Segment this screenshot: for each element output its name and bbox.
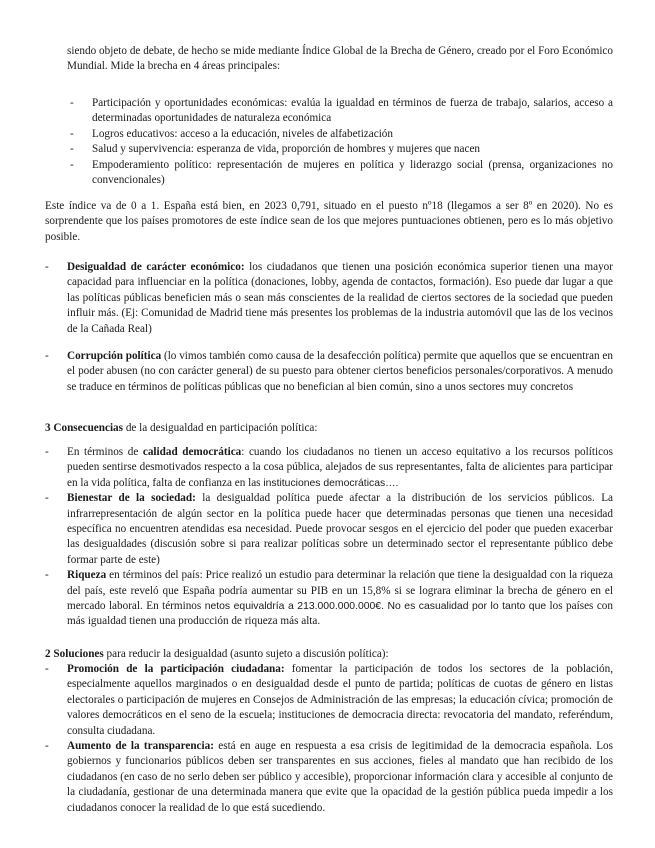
intro-text: siendo objeto de debate, de hecho se mide mediante Índice Global de la Brecha de Género, creado por el Foro Económico Mundial. Mide la brecha en 4 áreas principales: xyxy=(67,45,613,73)
consequences-heading: 3 Consecuencias de la desigualdad en participación política: xyxy=(45,422,318,434)
list-dash: - xyxy=(45,446,49,458)
solutions-list xyxy=(45,662,613,816)
cause-economic xyxy=(45,260,613,337)
list-item: - Logros educativos: acceso a la educación, niveles de alfabetización xyxy=(92,127,613,142)
list-dash: - xyxy=(45,740,49,753)
list-dash: - xyxy=(70,127,74,140)
index-text: Este índice va de 0 a 1. España está bien, en 2023 0,791, situado en el puesto nº18 (llegamos a ser 8º en 2020). No es sorprendente que los países promotores de este índice sean de los que mejores puntuaciones obtienen, pero es lo más objetivo posible. xyxy=(45,200,613,243)
list-item: - Participación y oportunidades económicas: evalúa la igualdad en términos de fuerza de trabajo, salarios, acceso a determinadas oportunidades de naturaleza económica xyxy=(70,97,613,125)
list-item: - Aumento de la transparencia: está en auge en respuesta a esa crisis de legitimidad de la democracia española. Los gobiernos y funcionarios públicos deben ser transparentes en sus acciones, fieles al mandato que han recibido de los ciudadanos (en caso de no serlo deben ser público y accesible), proporcionar información clara y accesible al conjunto de la ciudadanía, gestionar de una determinada manera que evite que la opacidad de la gestión pública pueda impedir a los ciudadanos conocer la realidad de lo que está sucediendo. xyxy=(45,740,613,814)
list-item: - Riqueza en términos del país: Price realizó un estudio para determinar la relación que tiene la desigualdad con la riqueza del país, este reveló que España podría aumentar su PIB en un 15,8% si se lograra eliminar la brecha de género en el mercado laboral. En términos netos equivaldría a 213.000.000.000€. No es casualidad por lo tanto que los países con más igualdad tienen una producción de riqueza más alta. xyxy=(45,569,613,628)
list-dash: - xyxy=(70,97,74,109)
areas-list xyxy=(70,96,613,188)
list-item: - Corrupción política (lo vimos también como causa de la desafección política) permite que aquellos que se encuentran en el poder abusen (no con carácter general) de su puesto para obtener ciertos beneficios personales/corporativos. A menudo se traduce en términos de políticas públicas que no benefician al bien común, sino a unos sectores muy concretos xyxy=(45,350,613,393)
list-item: - En términos de calidad democrática: cuando los ciudadanos no tienen un acceso equitativo a los recursos políticos pueden sentirse desmotivados respecto a la cosa pública, alejados de sus representantes, falta de alicientes para participar en la vida política, falta de confianza en las instituciones democráticas…. xyxy=(45,446,613,489)
index-paragraph xyxy=(45,199,613,245)
list-dash: - xyxy=(70,143,74,156)
solutions-heading: 2 Soluciones para reducir la desigualdad (asunto sujeto a discusión política): xyxy=(45,648,389,660)
consequences-list xyxy=(45,445,613,630)
list-dash: - xyxy=(45,261,49,273)
intro-paragraph xyxy=(67,44,613,75)
cause-corruption xyxy=(45,349,613,395)
list-dash: - xyxy=(45,350,49,362)
list-dash: - xyxy=(45,663,49,675)
list-item: - Promoción de la participación ciudadana: fomentar la participación de todos los sectores de la población, especialmente aquellos marginados o en desigualdad desde el punto de partida; políticas de cuotas de género en listas electorales o participación de mujeres en Consejos de Administración de las empresas; la educación cívica; promoción de valores democráticos en el seno de la escuela; instituciones de democracia directa: revocatoria del mandato, referéndum, consulta ciudadana. xyxy=(45,663,613,737)
list-item: - Desigualdad de carácter económico: los ciudadanos que tienen una posición económica superior tienen una mayor capacidad para influenciar en la política (donaciones, lobby, agenda de contactos, formación). Eso puede dar lugar a que las políticas públicas beneficien más o sean más conscientes de la realidad de ciertos sectores de la sociedad que pueden influir más. (Ej: Comunidad de Madrid tiene más presentes los problemas de la industria automóvil que las de los vecinos de la Cañada Real) xyxy=(45,261,613,335)
list-dash: - xyxy=(45,569,49,582)
list-item: - Bienestar de la sociedad: la desigualdad política puede afectar a la distribución de los servicios públicos. La infrarrepresentación de algún sector en la política puede hacer que determinadas personas que tienen una necesidad específica no encuentren atendidas esa necesidad. Puede provocar sesgos en el ejercicio del poder que pueden exacerbar las desigualdades (discusión sobre si para realizar políticas sobre un determinado sector el representante público debe formar parte de este) xyxy=(45,492,613,566)
list-dash: - xyxy=(70,158,74,171)
cause-title: Desigualdad de carácter económico: xyxy=(67,261,245,273)
cause-title: Corrupción política xyxy=(67,350,162,362)
list-item: - Empoderamiento político: representación de mujeres en política y liderazgo social (prensa, organizaciones no convencionales) xyxy=(70,158,613,187)
list-item: - Salud y supervivencia: esperanza de vida, proporción de hombres y mujeres que nacen xyxy=(92,142,613,157)
list-dash: - xyxy=(45,492,49,505)
